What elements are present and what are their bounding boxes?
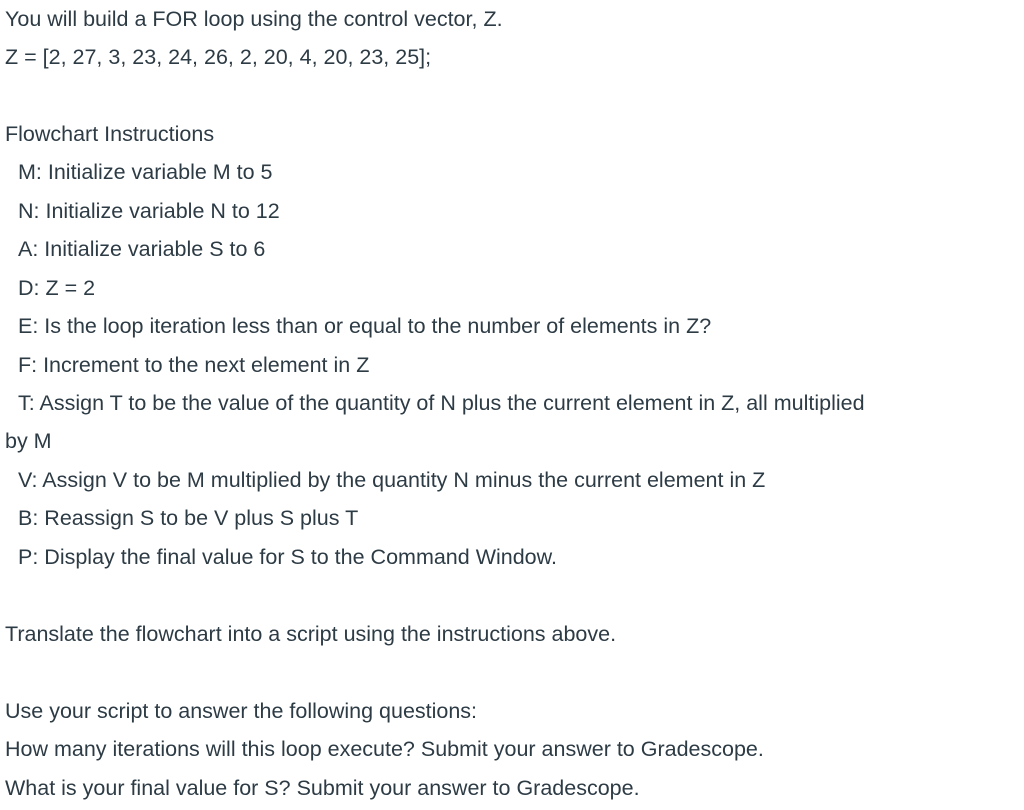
flowchart-step-b: B: Reassign S to be V plus S plus T xyxy=(18,506,359,530)
question-final-s: What is your final value for S? Submit your answer to Gradescope. xyxy=(5,776,640,800)
control-vector-definition: Z = [2, 27, 3, 23, 24, 26, 2, 20, 4, 20, 23, 25]; xyxy=(5,45,432,69)
flowchart-heading: Flowchart Instructions xyxy=(5,122,215,146)
question-iterations: How many iterations will this loop execute? Submit your answer to Gradescope. xyxy=(5,737,764,761)
flowchart-step-t: T: Assign T to be the value of the quantity of N plus the current element in Z, all multiplied xyxy=(18,391,865,415)
flowchart-step-f: F: Increment to the next element in Z xyxy=(18,353,370,377)
flowchart-step-m: M: Initialize variable M to 5 xyxy=(18,160,273,184)
intro-line: You will build a FOR loop using the control vector, Z. xyxy=(5,7,503,31)
translate-instruction: Translate the flowchart into a script using the instructions above. xyxy=(5,622,617,646)
flowchart-step-d: D: Z = 2 xyxy=(18,276,96,300)
flowchart-step-a: A: Initialize variable S to 6 xyxy=(18,237,266,261)
flowchart-step-v: V: Assign V to be M multiplied by the quantity N minus the current element in Z xyxy=(18,468,766,492)
flowchart-step-e: E: Is the loop iteration less than or equal to the number of elements in Z? xyxy=(18,314,712,338)
flowchart-step-t-continued: by M xyxy=(5,429,52,453)
flowchart-step-n: N: Initialize variable N to 12 xyxy=(18,199,280,223)
questions-lead: Use your script to answer the following questions: xyxy=(5,699,478,723)
flowchart-step-p: P: Display the final value for S to the Command Window. xyxy=(18,545,557,569)
